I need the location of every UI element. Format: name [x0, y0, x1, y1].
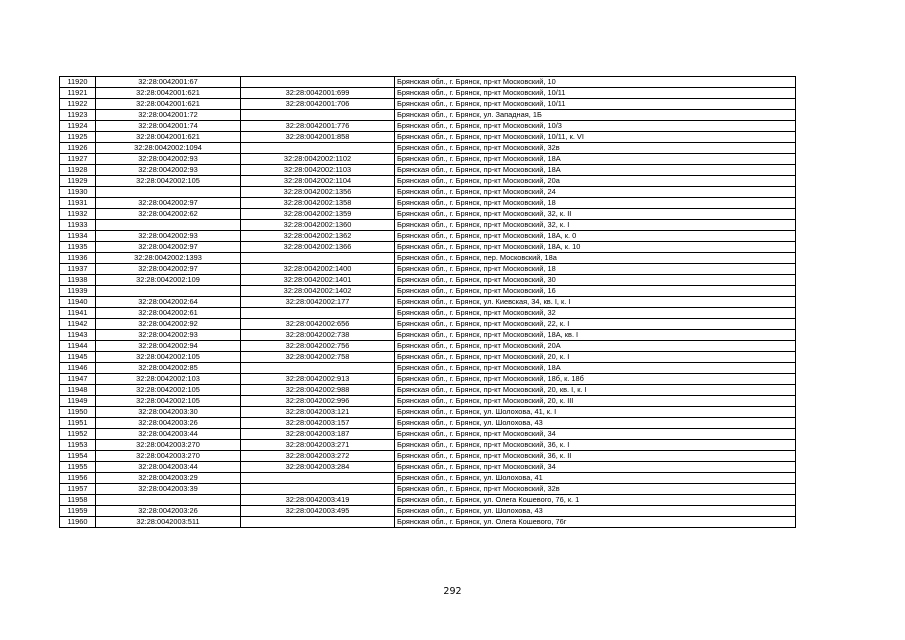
cell-address: Брянская обл., г. Брянск, ул. Шолохова, 41 [395, 473, 796, 484]
cell-cadastral-number: 32:28:0042002:105 [96, 396, 241, 407]
table-row [60, 418, 796, 429]
cell-cadastral-number: 32:28:0042003:44 [96, 462, 241, 473]
cell-object-number: 32:28:0042002:1402 [241, 286, 395, 297]
cell-address: Брянская обл., г. Брянск, пр-кт Московский, 18 [395, 264, 796, 275]
cell-address: Брянская обл., г. Брянск, пр-кт Московский, 18А [395, 165, 796, 176]
cell-object-number: 32:28:0042001:699 [241, 88, 395, 99]
cell-cadastral-number: 32:28:0042002:93 [96, 231, 241, 242]
cell-object-number: 32:28:0042002:913 [241, 374, 395, 385]
cell-cadastral-number [96, 220, 241, 231]
cell-record-number: 11943 [60, 330, 96, 341]
table-row [60, 132, 796, 143]
cell-object-number: 32:28:0042002:1366 [241, 242, 395, 253]
cell-object-number: 32:28:0042001:858 [241, 132, 395, 143]
table-row [60, 286, 796, 297]
cell-address: Брянская обл., г. Брянск, ул. Шолохова, 43 [395, 418, 796, 429]
cell-address: Брянская обл., г. Брянск, пр-кт Московский, 32, к. I [395, 220, 796, 231]
cell-address: Брянская обл., г. Брянск, пр-кт Московский, 20, к. I [395, 352, 796, 363]
cell-address: Брянская обл., г. Брянск, ул. Западная, 1Б [395, 110, 796, 121]
cell-record-number: 11922 [60, 99, 96, 110]
table-row [60, 99, 796, 110]
cell-record-number: 11937 [60, 264, 96, 275]
table-row [60, 297, 796, 308]
cell-address: Брянская обл., г. Брянск, пр-кт Московский, 10/11 [395, 88, 796, 99]
cell-cadastral-number: 32:28:0042002:64 [96, 297, 241, 308]
cell-cadastral-number: 32:28:0042002:62 [96, 209, 241, 220]
cell-address: Брянская обл., г. Брянск, пр-кт Московский, 16 [395, 286, 796, 297]
cell-object-number [241, 473, 395, 484]
cell-address: Брянская обл., г. Брянск, пр-кт Московский, 10/11 [395, 99, 796, 110]
cell-cadastral-number: 32:28:0042002:93 [96, 154, 241, 165]
cell-address: Брянская обл., г. Брянск, пр-кт Московский, 32 [395, 308, 796, 319]
table-row [60, 341, 796, 352]
cell-record-number: 11932 [60, 209, 96, 220]
cell-record-number: 11945 [60, 352, 96, 363]
table-row [60, 429, 796, 440]
cell-record-number: 11936 [60, 253, 96, 264]
cell-cadastral-number: 32:28:0042003:511 [96, 517, 241, 528]
cell-object-number: 32:28:0042002:756 [241, 341, 395, 352]
table-row [60, 264, 796, 275]
cell-cadastral-number: 32:28:0042002:105 [96, 385, 241, 396]
cell-object-number [241, 77, 395, 88]
cell-address: Брянская обл., г. Брянск, пр-кт Московский, 20А [395, 341, 796, 352]
table-row [60, 242, 796, 253]
cell-cadastral-number: 32:28:0042002:92 [96, 319, 241, 330]
cell-cadastral-number [96, 187, 241, 198]
table-row [60, 385, 796, 396]
cell-cadastral-number: 32:28:0042001:621 [96, 132, 241, 143]
cell-record-number: 11950 [60, 407, 96, 418]
cell-address: Брянская обл., г. Брянск, пр-кт Московский, 18А [395, 363, 796, 374]
cell-cadastral-number: 32:28:0042003:270 [96, 451, 241, 462]
cell-cadastral-number: 32:28:0042002:93 [96, 330, 241, 341]
cell-address: Брянская обл., г. Брянск, пр-кт Московский, 10 [395, 77, 796, 88]
cell-record-number: 11948 [60, 385, 96, 396]
cell-record-number: 11926 [60, 143, 96, 154]
cell-object-number: 32:28:0042001:706 [241, 99, 395, 110]
cell-object-number: 32:28:0042002:758 [241, 352, 395, 363]
cell-record-number: 11927 [60, 154, 96, 165]
cell-cadastral-number: 32:28:0042002:85 [96, 363, 241, 374]
cell-object-number: 32:28:0042003:271 [241, 440, 395, 451]
cell-record-number: 11942 [60, 319, 96, 330]
table-row [60, 308, 796, 319]
cell-object-number: 32:28:0042003:157 [241, 418, 395, 429]
cell-cadastral-number: 32:28:0042002:103 [96, 374, 241, 385]
cell-object-number: 32:28:0042002:1104 [241, 176, 395, 187]
cell-address: Брянская обл., г. Брянск, пр-кт Московский, 36, к. I [395, 440, 796, 451]
cell-object-number: 32:28:0042003:272 [241, 451, 395, 462]
cell-cadastral-number: 32:28:0042001:67 [96, 77, 241, 88]
cell-cadastral-number: 32:28:0042001:621 [96, 99, 241, 110]
cell-record-number: 11958 [60, 495, 96, 506]
cell-record-number: 11935 [60, 242, 96, 253]
cell-object-number [241, 308, 395, 319]
table-row [60, 253, 796, 264]
cell-address: Брянская обл., г. Брянск, пр-кт Московский, 10/3 [395, 121, 796, 132]
table-row [60, 462, 796, 473]
cell-object-number: 32:28:0042003:187 [241, 429, 395, 440]
cell-address: Брянская обл., г. Брянск, пр-кт Московский, 20, к. III [395, 396, 796, 407]
cell-record-number: 11920 [60, 77, 96, 88]
table-row [60, 231, 796, 242]
table-row [60, 506, 796, 517]
cell-object-number: 32:28:0042002:996 [241, 396, 395, 407]
cell-object-number: 32:28:0042003:121 [241, 407, 395, 418]
cell-object-number: 32:28:0042002:988 [241, 385, 395, 396]
cell-record-number: 11928 [60, 165, 96, 176]
cell-object-number: 32:28:0042002:1103 [241, 165, 395, 176]
cell-address: Брянская обл., г. Брянск, пр-кт Московский, 10/11, к. VI [395, 132, 796, 143]
cell-record-number: 11959 [60, 506, 96, 517]
cell-object-number [241, 253, 395, 264]
cell-object-number: 32:28:0042002:656 [241, 319, 395, 330]
cell-cadastral-number: 32:28:0042002:93 [96, 165, 241, 176]
cell-cadastral-number: 32:28:0042001:621 [96, 88, 241, 99]
cell-object-number: 32:28:0042002:1400 [241, 264, 395, 275]
table-row [60, 143, 796, 154]
table-row [60, 275, 796, 286]
cell-address: Брянская обл., г. Брянск, ул. Олега Кошевого, 76, к. 1 [395, 495, 796, 506]
cell-address: Брянская обл., г. Брянск, пр-кт Московский, 32в [395, 484, 796, 495]
cell-record-number: 11951 [60, 418, 96, 429]
cell-cadastral-number: 32:28:0042002:97 [96, 242, 241, 253]
cell-address: Брянская обл., г. Брянск, ул. Шолохова, 41, к. I [395, 407, 796, 418]
cell-record-number: 11952 [60, 429, 96, 440]
cell-record-number: 11960 [60, 517, 96, 528]
table-row [60, 374, 796, 385]
cell-object-number: 32:28:0042003:495 [241, 506, 395, 517]
cell-cadastral-number: 32:28:0042003:29 [96, 473, 241, 484]
cell-record-number: 11946 [60, 363, 96, 374]
cell-address: Брянская обл., г. Брянск, пр-кт Московский, 34 [395, 429, 796, 440]
cell-address: Брянская обл., г. Брянск, пр-кт Московский, 30 [395, 275, 796, 286]
table-row [60, 176, 796, 187]
table-row [60, 198, 796, 209]
cell-cadastral-number: 32:28:0042002:61 [96, 308, 241, 319]
cell-address: Брянская обл., г. Брянск, пр-кт Московский, 20а [395, 176, 796, 187]
cell-cadastral-number: 32:28:0042003:26 [96, 418, 241, 429]
cell-cadastral-number: 32:28:0042001:72 [96, 110, 241, 121]
cell-address: Брянская обл., г. Брянск, пр-кт Московский, 18А, к. 10 [395, 242, 796, 253]
table-row [60, 209, 796, 220]
cell-object-number: 32:28:0042002:738 [241, 330, 395, 341]
cell-address: Брянская обл., г. Брянск, пр-кт Московский, 22, к. I [395, 319, 796, 330]
cell-cadastral-number: 32:28:0042002:105 [96, 176, 241, 187]
table-row [60, 363, 796, 374]
cell-cadastral-number: 32:28:0042003:26 [96, 506, 241, 517]
table-row [60, 187, 796, 198]
cell-address: Брянская обл., г. Брянск, пр-кт Московский, 18А [395, 154, 796, 165]
cell-record-number: 11955 [60, 462, 96, 473]
registry-table-body [60, 77, 796, 528]
cell-cadastral-number [96, 495, 241, 506]
cell-record-number: 11930 [60, 187, 96, 198]
table-row [60, 121, 796, 132]
cell-cadastral-number: 32:28:0042002:97 [96, 264, 241, 275]
cell-object-number [241, 517, 395, 528]
cell-object-number: 32:28:0042002:1360 [241, 220, 395, 231]
cell-record-number: 11938 [60, 275, 96, 286]
cell-address: Брянская обл., г. Брянск, пр-кт Московский, 32в [395, 143, 796, 154]
table-row [60, 473, 796, 484]
cell-object-number: 32:28:0042002:1362 [241, 231, 395, 242]
table-row [60, 495, 796, 506]
cell-object-number: 32:28:0042001:776 [241, 121, 395, 132]
cell-cadastral-number [96, 286, 241, 297]
cell-record-number: 11933 [60, 220, 96, 231]
cell-record-number: 11947 [60, 374, 96, 385]
cell-object-number [241, 363, 395, 374]
cell-object-number: 32:28:0042002:1359 [241, 209, 395, 220]
table-row [60, 396, 796, 407]
cell-cadastral-number: 32:28:0042003:39 [96, 484, 241, 495]
cell-record-number: 11949 [60, 396, 96, 407]
registry-table [59, 76, 796, 528]
cell-record-number: 11925 [60, 132, 96, 143]
cell-record-number: 11939 [60, 286, 96, 297]
cell-cadastral-number: 32:28:0042003:44 [96, 429, 241, 440]
cell-object-number: 32:28:0042003:284 [241, 462, 395, 473]
cell-record-number: 11924 [60, 121, 96, 132]
table-row [60, 484, 796, 495]
cell-address: Брянская обл., г. Брянск, пр-кт Московский, 20, кв. I, к. I [395, 385, 796, 396]
table-row [60, 88, 796, 99]
cell-cadastral-number: 32:28:0042003:270 [96, 440, 241, 451]
cell-object-number [241, 110, 395, 121]
table-row [60, 319, 796, 330]
cell-record-number: 11944 [60, 341, 96, 352]
cell-record-number: 11923 [60, 110, 96, 121]
cell-address: Брянская обл., г. Брянск, пр-кт Московский, 18А, кв. I [395, 330, 796, 341]
cell-record-number: 11957 [60, 484, 96, 495]
cell-object-number [241, 484, 395, 495]
cell-object-number [241, 143, 395, 154]
table-row [60, 440, 796, 451]
cell-record-number: 11940 [60, 297, 96, 308]
cell-object-number: 32:28:0042002:177 [241, 297, 395, 308]
table-row [60, 77, 796, 88]
cell-object-number: 32:28:0042002:1356 [241, 187, 395, 198]
cell-cadastral-number: 32:28:0042001:74 [96, 121, 241, 132]
table-row [60, 220, 796, 231]
cell-cadastral-number: 32:28:0042002:109 [96, 275, 241, 286]
cell-record-number: 11941 [60, 308, 96, 319]
cell-address: Брянская обл., г. Брянск, ул. Олега Кошевого, 76г [395, 517, 796, 528]
cell-cadastral-number: 32:28:0042002:97 [96, 198, 241, 209]
cell-address: Брянская обл., г. Брянск, пер. Московский, 18а [395, 253, 796, 264]
cell-record-number: 11929 [60, 176, 96, 187]
cell-address: Брянская обл., г. Брянск, ул. Киевская, 34, кв. I, к. I [395, 297, 796, 308]
cell-object-number: 32:28:0042002:1358 [241, 198, 395, 209]
cell-record-number: 11934 [60, 231, 96, 242]
cell-cadastral-number: 32:28:0042003:30 [96, 407, 241, 418]
cell-address: Брянская обл., г. Брянск, ул. Шолохова, 43 [395, 506, 796, 517]
cell-record-number: 11956 [60, 473, 96, 484]
cell-record-number: 11931 [60, 198, 96, 209]
cell-address: Брянская обл., г. Брянск, пр-кт Московский, 36, к. II [395, 451, 796, 462]
cell-object-number: 32:28:0042003:419 [241, 495, 395, 506]
page-number: 292 [443, 586, 462, 597]
cell-cadastral-number: 32:28:0042002:1393 [96, 253, 241, 264]
cell-object-number: 32:28:0042002:1102 [241, 154, 395, 165]
table-row [60, 407, 796, 418]
cell-cadastral-number: 32:28:0042002:105 [96, 352, 241, 363]
table-row [60, 154, 796, 165]
cell-address: Брянская обл., г. Брянск, пр-кт Московский, 18 [395, 198, 796, 209]
cell-record-number: 11953 [60, 440, 96, 451]
cell-record-number: 11954 [60, 451, 96, 462]
table-row [60, 330, 796, 341]
table-row [60, 110, 796, 121]
cell-address: Брянская обл., г. Брянск, пр-кт Московский, 18А, к. 0 [395, 231, 796, 242]
cell-address: Брянская обл., г. Брянск, пр-кт Московский, 34 [395, 462, 796, 473]
cell-address: Брянская обл., г. Брянск, пр-кт Московский, 24 [395, 187, 796, 198]
cell-record-number: 11921 [60, 88, 96, 99]
cell-cadastral-number: 32:28:0042002:94 [96, 341, 241, 352]
table-row [60, 517, 796, 528]
table-row [60, 352, 796, 363]
table-row [60, 165, 796, 176]
cell-address: Брянская обл., г. Брянск, пр-кт Московский, 32, к. II [395, 209, 796, 220]
cell-address: Брянская обл., г. Брянск, пр-кт Московский, 18б, к. 18б [395, 374, 796, 385]
table-row [60, 451, 796, 462]
cell-cadastral-number: 32:28:0042002:1094 [96, 143, 241, 154]
cell-object-number: 32:28:0042002:1401 [241, 275, 395, 286]
